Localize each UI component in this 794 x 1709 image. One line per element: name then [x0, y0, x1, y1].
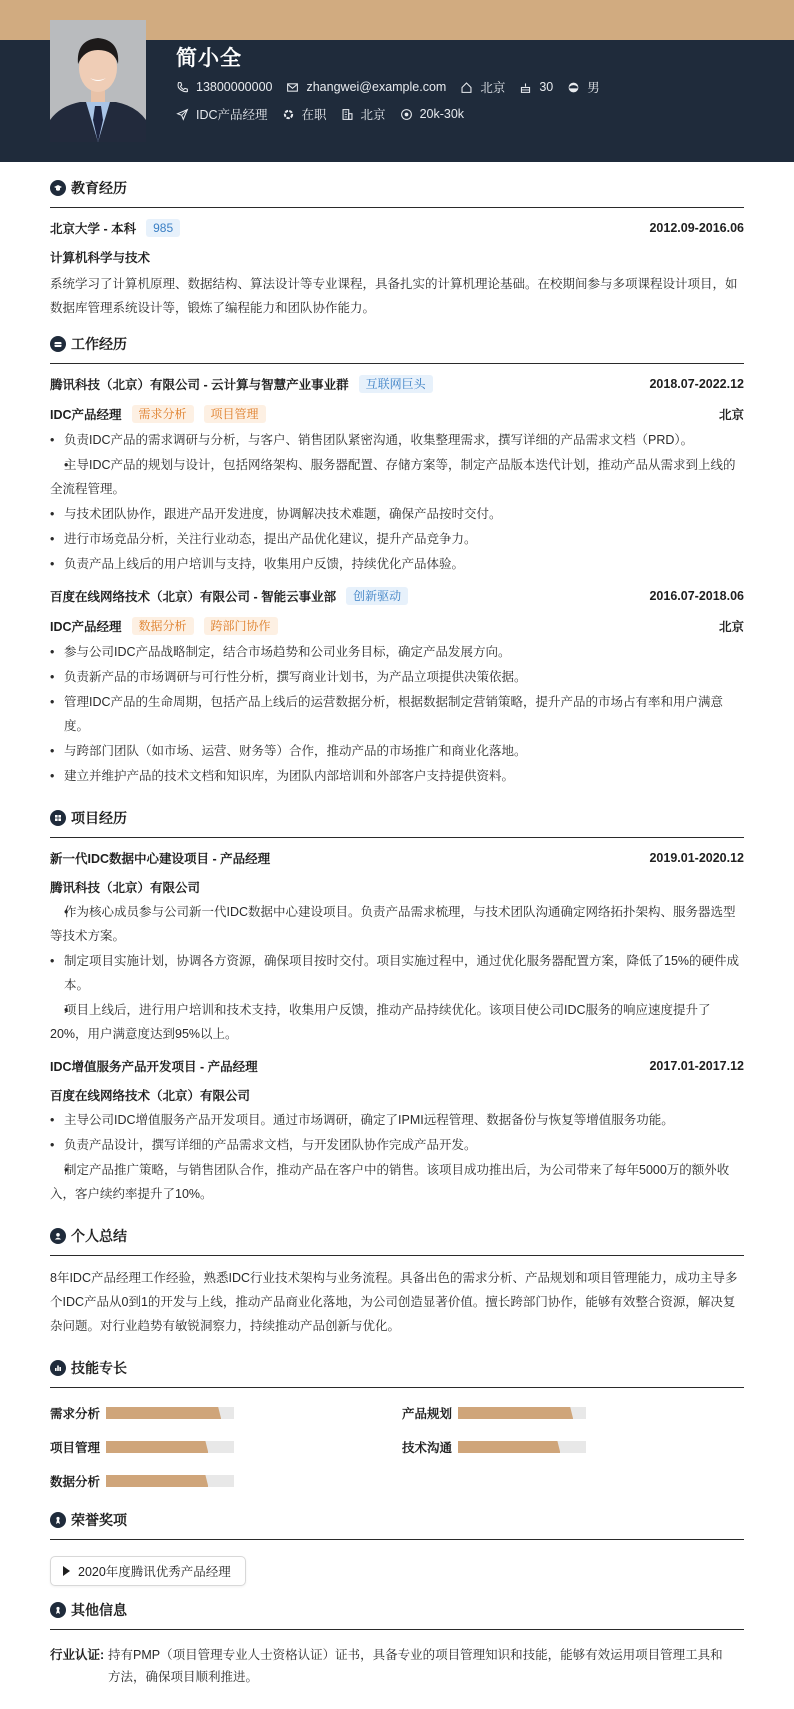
project-entry-header — [50, 848, 744, 868]
skill-bar — [106, 1407, 234, 1419]
list-item: • 负责产品设计，撰写详细的产品需求文档，与开发团队协作完成产品开发。 — [50, 1133, 744, 1157]
project-bullets — [50, 900, 744, 1046]
section-title: 荣誉奖项 — [71, 1511, 127, 1528]
age-item: 30 — [519, 80, 553, 94]
work-city: 北京 — [718, 408, 744, 422]
summary-text: 8年IDC产品经理工作经验，熟悉IDC行业技术架构与业务流程。具备出色的需求分析、产品规划和项目管理能力，成功主导多个IDC产品从0到1的开发与上线，推动产品商业化落地，为公司创造显著价值。擅长跨部门协作，能够有效整合资源，解决复杂问题。对行业趋势有敏锐洞察力，持续推动产品创新与优化。 — [50, 1271, 738, 1333]
resume-body — [50, 162, 744, 1688]
skill-tag: 数据分析 — [132, 617, 194, 635]
section-title: 技能专长 — [71, 1359, 127, 1376]
award-icon — [50, 1512, 66, 1528]
list-item: • 进行市场竞品分析，关注行业动态，提出产品优化建议，提升产品竞争力。 — [50, 527, 744, 551]
project-date: 2019.01-2020.12 — [649, 851, 744, 865]
skill-tag: 跨部门协作 — [204, 617, 278, 635]
email-item: zhangwei@example.com — [286, 80, 446, 94]
list-item: • 负责新产品的市场调研与可行性分析，撰写商业计划书，为产品立项提供决策依据。 — [50, 665, 744, 689]
project-company: 百度在线网络技术（北京）有限公司 — [50, 1089, 251, 1103]
project-name-role: 新一代IDC数据中心建设项目 - 产品经理 — [50, 852, 271, 866]
candidate-name: 简小全 — [176, 47, 242, 70]
education-entry-header — [50, 218, 744, 238]
bar-chart-icon — [50, 1360, 66, 1376]
project-company: 腾讯科技（北京）有限公司 — [50, 881, 201, 895]
company-name: 腾讯科技（北京）有限公司 - 云计算与智慧产业事业群 — [50, 378, 349, 392]
skills-section — [50, 1356, 744, 1490]
company-tag: 创新驱动 — [346, 587, 408, 605]
section-title: 其他信息 — [71, 1601, 127, 1618]
skill-tag: 项目管理 — [204, 405, 266, 423]
skill-item — [50, 1404, 402, 1422]
gender-item: 男 — [567, 78, 600, 96]
list-item: • 制定项目实施计划，协调各方资源，确保项目按时交付。项目实施过程中，通过优化服务器配置方案，降低了15%的硬件成本。 — [50, 949, 744, 997]
list-item: • 制定产品推广策略，与销售团队合作，推动产品在客户中的销售。该项目成功推出后，为公司带来了每年5000万的额外收入，客户续约率提升了10%。 — [50, 1158, 744, 1206]
section-header — [50, 1598, 744, 1630]
work-city: 北京 — [718, 620, 744, 634]
summary-section — [50, 1224, 744, 1338]
list-item: • 负责IDC产品的需求调研与分析，与客户、销售团队紧密沟通，收集整理需求，撰写详细的产品需求文档（PRD）。 — [50, 428, 744, 452]
other-value: 持有PMP（项目管理专业人士资格认证）证书，具备专业的项目管理知识和技能，能够有效运用项目管理工具和方法，确保项目顺利推进。 — [108, 1648, 723, 1684]
list-item: • 负责产品上线后的用户培训与支持，收集用户反馈，持续优化产品体验。 — [50, 552, 744, 576]
skill-name: 需求分析 — [50, 1407, 101, 1421]
other-section — [50, 1598, 744, 1688]
skill-item — [50, 1472, 402, 1490]
projects-section — [50, 806, 744, 1206]
role: IDC产品经理 — [50, 620, 122, 634]
major: 计算机科学与技术 — [50, 251, 151, 265]
school-tag: 985 — [146, 219, 180, 237]
skill-item — [402, 1438, 744, 1456]
skill-bar — [106, 1475, 234, 1487]
list-item: • 主导公司IDC增值服务产品开发项目。通过市场调研，确定了IPMI远程管理、数据备份与恢复等增值服务功能。 — [50, 1108, 744, 1132]
skill-tag: 需求分析 — [132, 405, 194, 423]
section-title: 工作经历 — [71, 335, 127, 352]
briefcase-icon — [50, 336, 66, 352]
list-item: • 项目上线后，进行用户培训和技术支持，收集用户反馈，推动产品持续优化。该项目使公司IDC服务的响应速度提升了20%，用户满意度达到95%以上。 — [50, 998, 744, 1046]
project-entry — [50, 1056, 744, 1206]
work-entry — [50, 586, 744, 788]
age-icon — [519, 81, 532, 94]
section-header — [50, 332, 744, 364]
phone-item: 13800000000 — [176, 80, 272, 94]
home-icon — [460, 81, 473, 94]
money-icon — [400, 108, 413, 121]
company-name: 百度在线网络技术（北京）有限公司 - 智能云事业部 — [50, 590, 337, 604]
school-degree: 北京大学 - 本科 — [50, 222, 137, 236]
graduation-cap-icon — [50, 180, 66, 196]
list-item: • 管理IDC产品的生命周期，包括产品上线后的运营数据分析，根据数据制定营销策略，提升产品的市场占有率和用户满意度。 — [50, 690, 744, 738]
project-grid-icon — [50, 810, 66, 826]
section-title: 个人总结 — [71, 1227, 127, 1244]
paper-plane-icon — [176, 108, 189, 121]
building-icon — [341, 108, 354, 121]
skill-item — [402, 1404, 744, 1422]
position-item: IDC产品经理 — [176, 105, 268, 123]
list-item: • 作为核心成员参与公司新一代IDC数据中心建设项目。负责产品需求梳理，与技术团队沟通确定网络拓扑架构、服务器选型等技术方案。 — [50, 900, 744, 948]
company-tag: 互联网巨头 — [359, 375, 433, 393]
work-entry — [50, 374, 744, 576]
work-role-row — [50, 616, 744, 636]
section-header — [50, 1224, 744, 1256]
skill-name: 项目管理 — [50, 1441, 101, 1455]
phone-icon — [176, 81, 189, 94]
other-item — [50, 1644, 744, 1688]
project-entry-header — [50, 1056, 744, 1076]
project-entry — [50, 848, 744, 1046]
role: IDC产品经理 — [50, 408, 122, 422]
skill-name: 技术沟通 — [402, 1441, 453, 1455]
project-bullets — [50, 1108, 744, 1206]
skill-name: 数据分析 — [50, 1475, 101, 1489]
education-date: 2012.09-2016.06 — [649, 221, 744, 235]
section-header — [50, 176, 744, 208]
work-role-row — [50, 404, 744, 424]
gender-icon — [567, 81, 580, 94]
status-item: 在职 — [282, 105, 327, 123]
list-item: • 主导IDC产品的规划与设计，包括网络架构、服务器配置、存储方案等，制定产品版本迭代计划，推动产品从需求到上线的全流程管理。 — [50, 453, 744, 501]
city-item: 北京 — [341, 105, 386, 123]
section-header — [50, 1356, 744, 1388]
user-icon — [50, 1228, 66, 1244]
other-label: 行业认证: — [50, 1648, 105, 1662]
skill-bar — [106, 1441, 234, 1453]
education-description: 系统学习了计算机原理、数据结构、算法设计等专业课程，具备扎实的计算机理论基础。在校期间参与多项课程设计项目，如数据库管理系统设计等，锻炼了编程能力和团队协作能力。 — [50, 277, 738, 315]
caret-right-icon — [63, 1566, 70, 1576]
section-title: 教育经历 — [71, 179, 127, 196]
status-icon — [282, 108, 295, 121]
section-header — [50, 806, 744, 838]
work-date: 2018.07-2022.12 — [649, 377, 744, 391]
project-name-role: IDC增值服务产品开发项目 - 产品经理 — [50, 1060, 258, 1074]
work-entry-header — [50, 586, 744, 606]
work-entry-header — [50, 374, 744, 394]
profile-header — [0, 40, 794, 162]
list-item: • 参与公司IDC产品战略制定，结合市场趋势和公司业务目标，确定产品发展方向。 — [50, 640, 744, 664]
award-item[interactable] — [50, 1556, 246, 1586]
list-item: • 与跨部门团队（如市场、运营、财务等）合作，推动产品的市场推广和商业化落地。 — [50, 739, 744, 763]
work-bullets — [50, 428, 744, 576]
salary-item: 20k-30k — [400, 107, 464, 121]
skill-bar — [458, 1441, 586, 1453]
work-bullets — [50, 640, 744, 788]
work-section — [50, 332, 744, 788]
skill-bar — [458, 1407, 586, 1419]
list-item: • 建立并维护产品的技术文档和知识库，为团队内部培训和外部客户支持提供资料。 — [50, 764, 744, 788]
work-date: 2016.07-2018.06 — [649, 589, 744, 603]
education-section — [50, 176, 744, 320]
mail-icon — [286, 81, 299, 94]
award-title: 2020年度腾讯优秀产品经理 — [78, 1565, 231, 1579]
skill-item — [50, 1438, 402, 1456]
section-title: 项目经历 — [71, 809, 127, 826]
avatar — [50, 20, 146, 142]
job-intent-row — [176, 105, 478, 123]
skills-grid — [50, 1404, 744, 1490]
info-icon — [50, 1602, 66, 1618]
list-item: • 与技术团队协作，跟进产品开发进度，协调解决技术难题，确保产品按时交付。 — [50, 502, 744, 526]
awards-section — [50, 1508, 744, 1586]
section-header — [50, 1508, 744, 1540]
skill-name: 产品规划 — [402, 1407, 453, 1421]
contact-row — [176, 78, 614, 96]
project-date: 2017.01-2017.12 — [649, 1059, 744, 1073]
location-item: 北京 — [460, 78, 505, 96]
